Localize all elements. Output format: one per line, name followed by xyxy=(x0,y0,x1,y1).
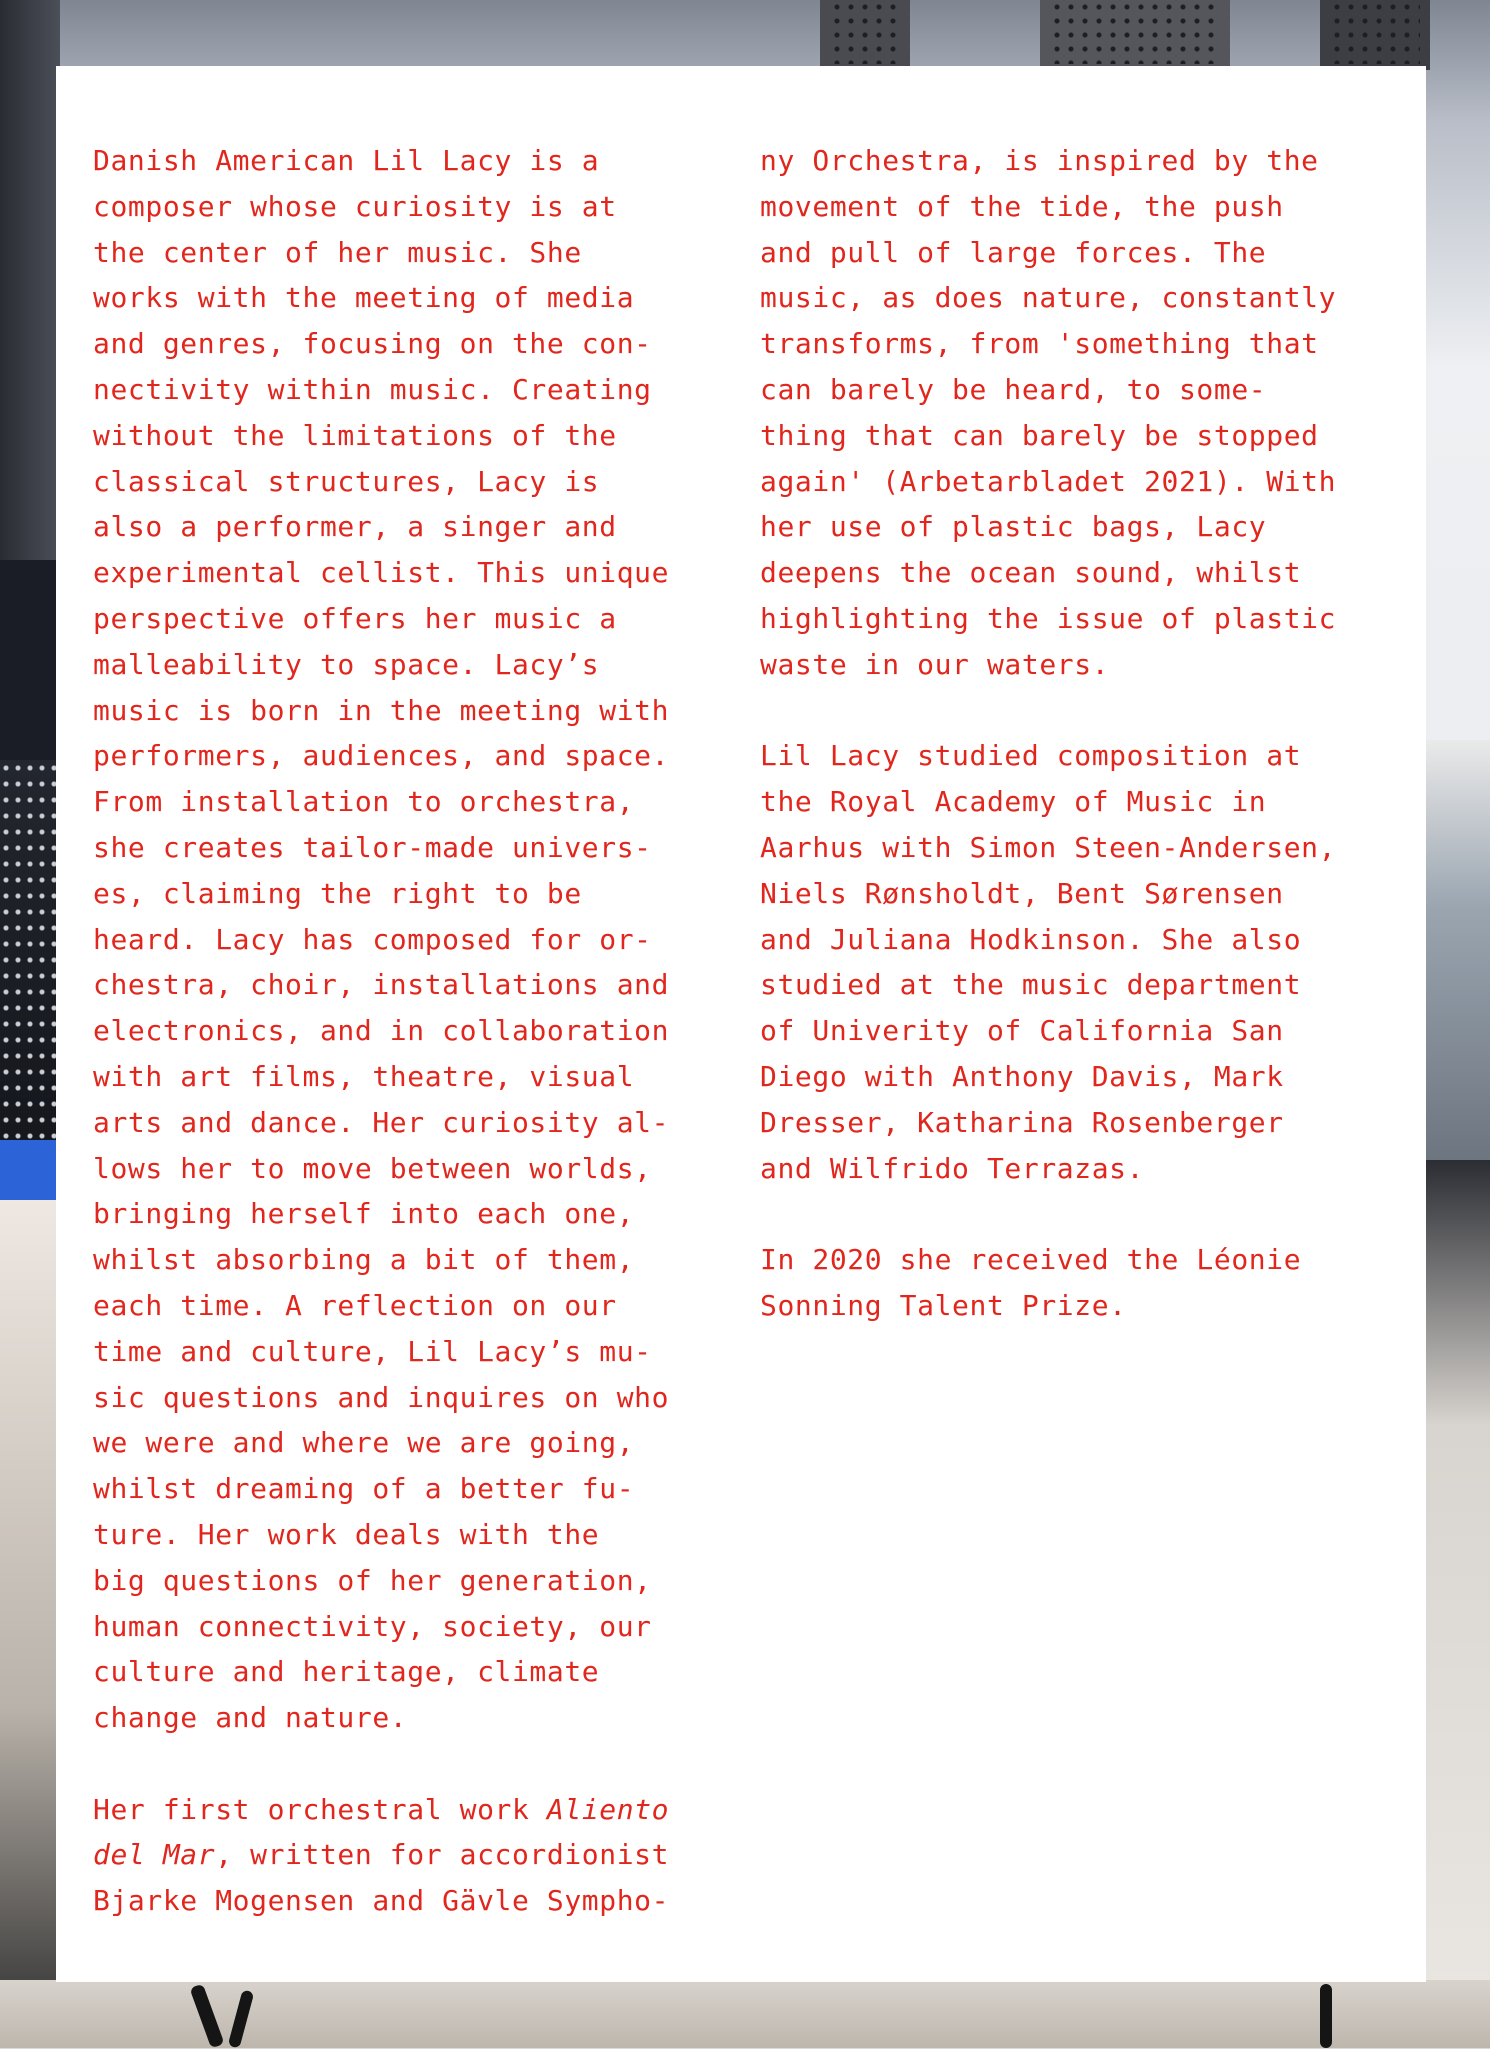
text-line: performers, audiences, and space. xyxy=(93,739,670,773)
text-line: Niels Rønsholdt, Bent Sørensen xyxy=(760,876,1284,910)
text-line: waste in our waters. xyxy=(760,647,1110,681)
text-line: the Royal Academy of Music in xyxy=(760,785,1267,819)
text-line: without the limitations of the xyxy=(93,418,617,452)
text-line: and pull of large forces. The xyxy=(760,235,1267,269)
text-line: es, claiming the right to be xyxy=(93,876,582,910)
text-line: Aarhus with Simon Steen-Andersen, xyxy=(760,830,1337,864)
text-line: nectivity within music. Creating xyxy=(93,372,652,406)
text-run: , written for accordionist xyxy=(215,1838,670,1872)
background-monitor xyxy=(1425,740,1490,1160)
text-line: experimental cellist. This unique xyxy=(93,556,670,590)
text-line: she creates tailor-made univers- xyxy=(93,830,652,864)
text-line: From installation to orchestra, xyxy=(93,785,635,819)
text-line: we were and where we are going, xyxy=(93,1426,635,1460)
text-line: malleability to space. Lacy’s xyxy=(93,647,600,681)
background-shape xyxy=(0,0,60,600)
text-line: big questions of her generation, xyxy=(93,1563,652,1597)
text-run: Her first orchestral work xyxy=(93,1792,547,1826)
text-line: Sonning Talent Prize. xyxy=(760,1288,1127,1322)
text-line: change and nature. xyxy=(93,1701,408,1735)
text-line: and genres, focusing on the con- xyxy=(93,327,652,361)
text-line: Dresser, Katharina Rosenberger xyxy=(760,1105,1284,1139)
text-card xyxy=(56,66,1426,1982)
right-column xyxy=(760,138,1400,1329)
paragraph-spacer xyxy=(760,688,1400,734)
text-line: with art films, theatre, visual xyxy=(93,1059,635,1093)
text-line: classical structures, Lacy is xyxy=(93,464,600,498)
text-line: highlighting the issue of plastic xyxy=(760,601,1337,635)
text-line: ture. Her work deals with the xyxy=(93,1517,600,1551)
text-line: Diego with Anthony Davis, Mark xyxy=(760,1059,1284,1093)
text-line: ny Orchestra, is inspired by the xyxy=(760,144,1319,177)
text-line: electronics, and in collaboration xyxy=(93,1014,670,1048)
text-line: whilst absorbing a bit of them, xyxy=(93,1243,635,1277)
paragraph-spacer xyxy=(760,1191,1400,1237)
text-line: time and culture, Lil Lacy’s mu- xyxy=(93,1334,652,1368)
background-speaker-grille xyxy=(830,0,900,64)
text-line: human connectivity, society, our xyxy=(93,1609,652,1643)
work-title: Aliento xyxy=(546,1792,670,1826)
text-line: chestra, choir, installations and xyxy=(93,968,670,1002)
background-cable xyxy=(1320,1984,1332,2048)
text-line xyxy=(93,1787,733,1833)
paragraph-prize xyxy=(760,1237,1400,1329)
text-line: sic questions and inquires on who xyxy=(93,1380,670,1414)
text-line xyxy=(93,1832,733,1878)
text-line: perspective offers her music a xyxy=(93,601,617,635)
text-line: movement of the tide, the push xyxy=(760,189,1284,223)
text-line: also a performer, a singer and xyxy=(93,510,617,544)
text-line: bringing herself into each one, xyxy=(93,1197,635,1231)
left-column xyxy=(93,138,733,1924)
text-line: deepens the ocean sound, whilst xyxy=(760,556,1302,590)
text-line: composer whose curiosity is at xyxy=(93,189,617,223)
text-line: and Juliana Hodkinson. She also xyxy=(760,922,1302,956)
text-line: Lil Lacy studied composition at xyxy=(760,739,1302,773)
background-shape xyxy=(0,1200,60,2048)
text-line: of Univerity of California San xyxy=(760,1014,1284,1048)
text-line: music is born in the meeting with xyxy=(93,693,670,727)
work-title: del Mar xyxy=(93,1838,216,1872)
background-monitor-screen xyxy=(0,1140,60,1200)
text-line: her use of plastic bags, Lacy xyxy=(760,510,1267,544)
background-desk xyxy=(0,1980,1490,2048)
text-line: culture and heritage, climate xyxy=(93,1655,600,1689)
text-line: and Wilfrido Terrazas. xyxy=(760,1151,1145,1185)
paragraph-bio xyxy=(93,138,733,1741)
paragraph-spacer xyxy=(93,1741,733,1787)
text-line: can barely be heard, to some- xyxy=(760,372,1267,406)
text-line: heard. Lacy has composed for or- xyxy=(93,922,652,956)
text-line: thing that can barely be stopped xyxy=(760,418,1319,452)
text-line: again' (Arbetarbladet 2021). With xyxy=(760,464,1337,498)
text-line: transforms, from 'something that xyxy=(760,327,1319,361)
text-line: Danish American Lil Lacy is a xyxy=(93,144,600,177)
background-mixer xyxy=(0,760,58,1140)
text-line: the center of her music. She xyxy=(93,235,582,269)
text-line: In 2020 she received the Léonie xyxy=(760,1243,1302,1277)
text-line: works with the meeting of media xyxy=(93,281,635,315)
background-speaker-grille xyxy=(1050,0,1220,64)
text-line: Bjarke Mogensen and Gävle Sympho- xyxy=(93,1884,670,1918)
background-speaker-grille xyxy=(1330,0,1420,64)
text-line: music, as does nature, constantly xyxy=(760,281,1337,315)
paragraph-education xyxy=(760,733,1400,1191)
text-line: arts and dance. Her curiosity al- xyxy=(93,1105,670,1139)
text-line: studied at the music department xyxy=(760,968,1302,1002)
text-line: each time. A reflection on our xyxy=(93,1288,617,1322)
text-line: lows her to move between worlds, xyxy=(93,1151,652,1185)
paragraph-orchestral-work-cont xyxy=(760,138,1400,688)
background-shape xyxy=(1425,1160,1490,2048)
paragraph-orchestral-work xyxy=(93,1787,733,1924)
text-line: whilst dreaming of a better fu- xyxy=(93,1472,635,1506)
